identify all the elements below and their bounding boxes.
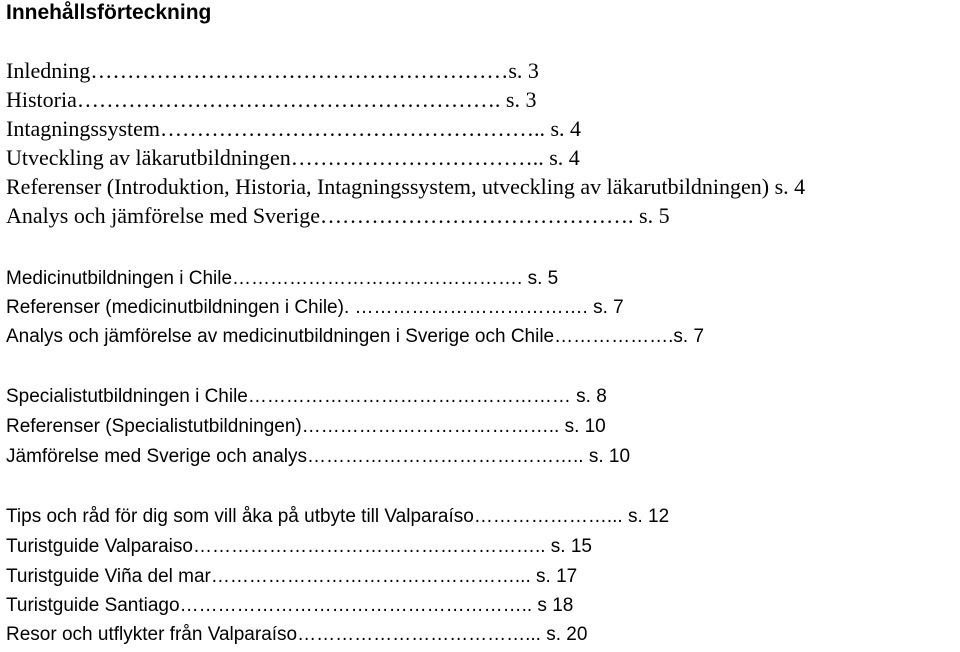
toc-entry-analys-medicin bbox=[6, 323, 704, 351]
toc-entry-leader: ………………………………………. bbox=[232, 268, 528, 289]
toc-entry-page: s. 5 bbox=[527, 268, 559, 289]
toc-entry-page: s. 10 bbox=[588, 446, 631, 467]
toc-entry-page: s. 3 bbox=[505, 87, 537, 112]
toc-entry-label: Resor och utflykter från Valparaíso bbox=[6, 624, 298, 645]
toc-entry-label: Jämförelse med Sverige och analys bbox=[6, 446, 307, 467]
toc-entry-leader: ………………. bbox=[554, 326, 674, 347]
toc-entry-leader: ………………………………... bbox=[297, 624, 547, 645]
toc-entry-label: Utveckling av läkarutbildningen bbox=[6, 145, 291, 170]
toc-entry-leader: …………………………………………... bbox=[210, 566, 537, 587]
toc-entry-label: Referenser (Specialistutbildningen) bbox=[6, 416, 302, 437]
toc-entry-page: s. 15 bbox=[550, 536, 592, 557]
toc-entry-inledning bbox=[6, 57, 539, 85]
toc-entry-utveckling bbox=[6, 144, 580, 172]
toc-entry-leader: ………………………………………………… bbox=[90, 58, 509, 83]
toc-entry-referenser-intro bbox=[6, 173, 805, 201]
toc-entry-label: Inledning bbox=[6, 58, 91, 83]
toc-entry-turistguide-valparaiso bbox=[6, 533, 592, 561]
toc-entry-label: Historia bbox=[6, 87, 77, 112]
toc-entry-page: s. 5 bbox=[639, 203, 670, 228]
toc-entry-specialistutbildningen bbox=[6, 383, 607, 411]
toc-entry-page: s. 17 bbox=[536, 566, 578, 587]
toc-entry-label: Referenser (medicinutbildningen i Chile) bbox=[6, 297, 344, 318]
toc-entry-leader: …………………………………………… bbox=[247, 386, 577, 407]
toc-entry-label: Medicinutbildningen i Chile bbox=[6, 268, 233, 289]
toc-entry-page: s. 20 bbox=[546, 624, 588, 645]
toc-entry-label: Specialistutbildningen i Chile bbox=[6, 386, 248, 407]
toc-entry-page: s. 7 bbox=[593, 297, 624, 318]
toc-entry-analys-sverige bbox=[6, 202, 670, 230]
toc-entry-intagningssystem bbox=[6, 115, 581, 143]
toc-entry-label: Analys och jämförelse med Sverige bbox=[6, 203, 321, 228]
toc-entry-page: s. 12 bbox=[627, 506, 670, 527]
toc-entry-label: Turistguide Valparaiso bbox=[6, 536, 193, 557]
toc-entry-turistguide-santiago bbox=[6, 592, 573, 620]
toc-entry-historia bbox=[6, 86, 536, 114]
toc-entry-leader: …………………………….. bbox=[290, 145, 550, 170]
toc-entry-tips-och-rad bbox=[6, 503, 669, 531]
toc-entry-leader: ……………………………………………….. bbox=[179, 595, 538, 616]
toc-entry-leader: . ………………………………. bbox=[343, 297, 594, 318]
toc-entry-page: s. 3 bbox=[508, 58, 539, 83]
toc-entry-page: s. 4 bbox=[550, 116, 582, 141]
toc-entry-medicinutbildningen bbox=[6, 265, 558, 293]
toc-entry-referenser-specialist bbox=[6, 413, 606, 441]
toc-entry-leader: ………………………………….. bbox=[301, 416, 565, 437]
toc-entry-page: s 18 bbox=[537, 595, 574, 616]
toc-entry-page: s. 10 bbox=[564, 416, 606, 437]
toc-entry-page: s. 7 bbox=[673, 326, 705, 347]
toc-entry-page: s. 4 bbox=[774, 174, 806, 199]
toc-entry-page: s. 4 bbox=[549, 145, 580, 170]
toc-entry-referenser-medicin bbox=[6, 294, 624, 322]
toc-title: Innehållsförteckning bbox=[6, 1, 212, 24]
toc-entry-label: Intagningssystem bbox=[6, 116, 160, 141]
toc-entry-label: Turistguide Viña del mar bbox=[6, 566, 211, 587]
toc-entry-label: Analys och jämförelse av medicinutbildningen i Sverige och Chile bbox=[6, 326, 555, 347]
toc-entry-leader: …………………………………………………. bbox=[76, 87, 506, 112]
toc-entry-leader: ……………………………………………….. bbox=[192, 536, 551, 557]
toc-entry-leader: …………………………………………….. bbox=[160, 116, 551, 141]
toc-entry-turistguide-vina bbox=[6, 563, 577, 591]
toc-entry-label: Tips och råd för dig som vill åka på utbyte till Valparaíso bbox=[6, 506, 474, 527]
toc-entry-page: s. 8 bbox=[576, 386, 607, 407]
toc-entry-resor-utflykter bbox=[6, 621, 587, 649]
toc-entry-leader: ……………………………………. bbox=[320, 203, 640, 228]
toc-entry-leader: …………………………………….. bbox=[306, 446, 589, 467]
toc-entry-label: Referenser (Introduktion, Historia, Intagningssystem, utveckling av läkarutbildningen) bbox=[6, 174, 770, 199]
toc-entry-jamforelse-sverige bbox=[6, 443, 630, 471]
toc-entry-label: Turistguide Santiago bbox=[6, 595, 180, 616]
toc-entry-leader: …………………... bbox=[473, 506, 628, 527]
